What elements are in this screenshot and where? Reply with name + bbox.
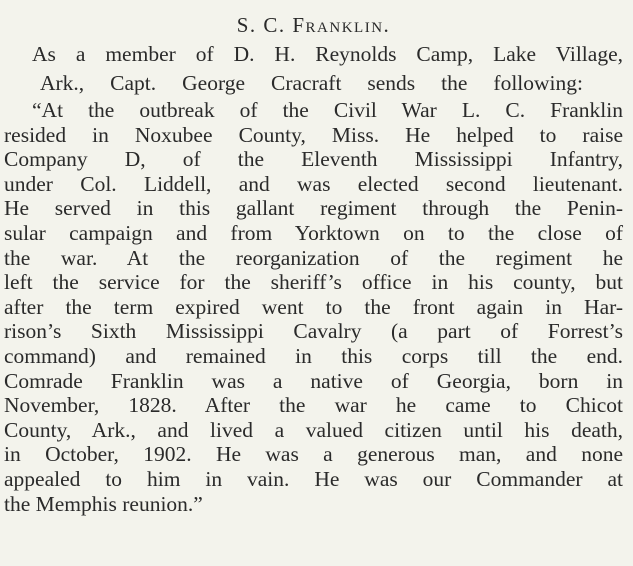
intro-paragraph xyxy=(4,40,623,98)
quote-line: left the service for the sheriff’s office in his county, but xyxy=(4,270,623,295)
quote-line: Comrade Franklin was a native of Georgia, born in xyxy=(4,368,623,393)
quote-line: sular campaign and from Yorktown on to the close of xyxy=(4,220,623,245)
quote-line: Company D, of the Eleventh Mississippi Infantry, xyxy=(4,147,623,172)
quote-line: under Col. Liddell, and was elected second lieutenant. xyxy=(4,171,623,196)
quote-line: November, 1828. After the war he came to Chicot xyxy=(4,393,623,418)
quote-line: rison’s Sixth Mississippi Cavalry (a part of Forrest’s xyxy=(4,319,623,344)
quote-line: the Memphis reunion.” xyxy=(4,491,203,516)
quote-paragraph xyxy=(4,98,623,516)
quote-line: appealed to him in vain. He was our Commander at xyxy=(4,466,623,491)
intro-line: As a member of D. H. Reynolds Camp, Lake Village, xyxy=(32,42,623,66)
article-title: S. C. Franklin. xyxy=(236,13,391,37)
quote-line: He served in this gallant regiment through the Penin- xyxy=(4,196,623,221)
quote-line: command) and remained in this corps till the end. xyxy=(4,343,623,368)
quote-line: the war. At the reorganization of the regiment he xyxy=(4,245,623,270)
quote-line: County, Ark., and lived a valued citizen until his death, xyxy=(4,417,623,442)
quote-line: “At the outbreak of the Civil War L. C. Franklin xyxy=(32,98,623,122)
quote-line: after the term expired went to the front again in Har- xyxy=(4,294,623,319)
quote-line: resided in Noxubee County, Miss. He helped to raise xyxy=(4,122,623,147)
intro-line: Ark., Capt. George Cracraft sends the following: xyxy=(40,71,583,95)
quote-line: in October, 1902. He was a generous man, and none xyxy=(4,442,623,467)
